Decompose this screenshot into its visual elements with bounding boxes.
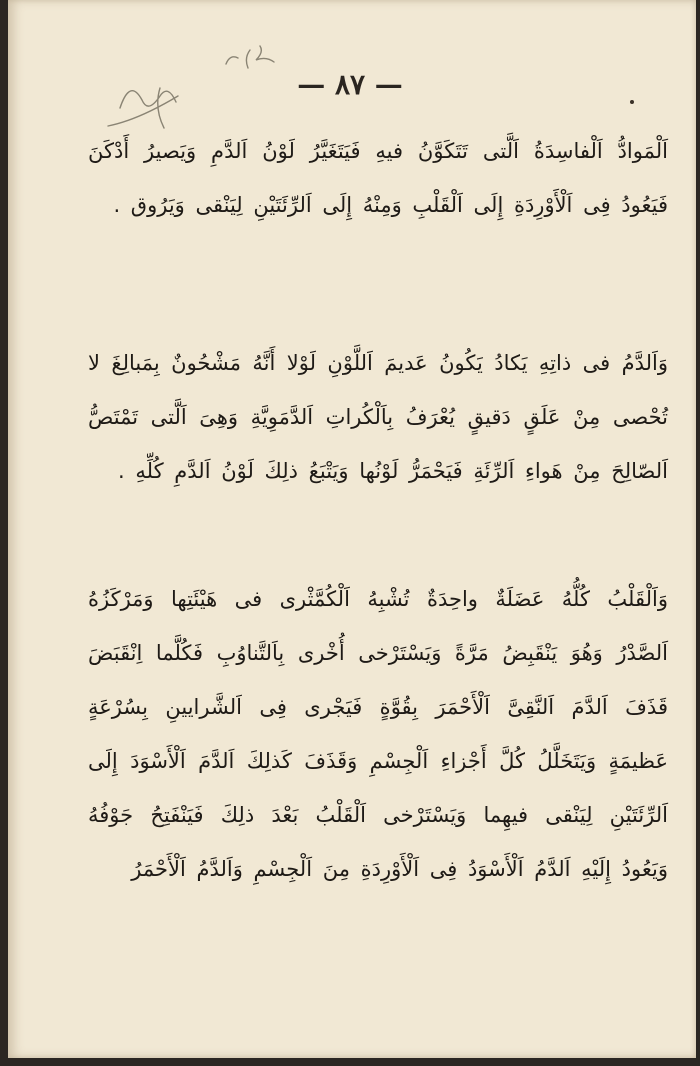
page-number: — ٨٧ — bbox=[297, 68, 403, 101]
ink-dot bbox=[630, 100, 634, 104]
paragraph-3: وَاَلْقَلْبُ كُلُّهُ عَضَلَةٌ واحِدَةٌ تُشْبِهُ اَلْكُمَّثْرى فى هَيْئَتِها وَمَرْكَزُهُ اَلصَّدْرُ وَهُوَ يَنْقَبِضُ مَرَّةً وَيَسْتَرْخى أُخْرى بِاَلتَّناوُبِ فَكُلَّما اِنْقَبَضَ قَذَفَ اَلدَّمَ اَلنَّقِىَّ اَلْأَحْمَرَ بِقُوَّةٍ فَيَجْرى فِى اَلشَّرايينِ بِسُرْعَةٍ عَظيمَةٍ وَيَتَخَلَّلُ كُلَّ أَجْزاءِ اَلْجِسْمِ وَقَذَفَ كَذلِكَ اَلدَّمَ اَلْأَسْوَدَ إِلَى اَلرِّئَتَيْنِ لِيَنْقى فيهِما وَيَسْتَرْخى اَلْقَلْبُ بَعْدَ ذلِكَ فَيَنْفَتِحُ جَوْفُهُ وَيَعُودُ إِلَيْهِ اَلدَّمُ اَلْأَسْوَدُ فِى اَلْأَوْرِدَةِ مِنَ اَلْجِسْمِ وَاَلدَّمُ اَلْأَحْمَرُ bbox=[88, 587, 668, 881]
paragraph-2: وَاَلدَّمُ فى ذاتِهِ يَكادُ يَكُونُ عَديمَ اَللَّوْنِ لَوْلا أَنَّهُ مَشْحُونٌ بِمَبالِغَ لا تُحْصى مِنْ عَلَقٍ دَقيقٍ يُعْرَفُ بِاَلْكُراتِ اَلدَّمَوِيَّةِ وَهِىَ اَلَّتى تَمْتَصُّ اَلصّالِحَ مِنْ هَواءِ اَلرِّئَةِ فَيَحْمَرُّ لَوْنُها وَيَتْبَعُ ذلِكَ لَوْنُ اَلدَّمِ كُلِّهِ . bbox=[88, 351, 668, 483]
paragraph-1: اَلْمَوادُّ اَلْفاسِدَةُ اَلَّتى تَتَكَوَّنُ فيهِ فَيَتَغَيَّرُ لَوْنُ اَلدَّمِ وَيَصيرُ أَدْكَنَ فَيَعُودُ فِى اَلْأَوْرِدَةِ إِلَى اَلْقَلْبِ وَمِنْهُ إِلَى اَلرِّئَتَيْنِ لِيَنْقى وَيَرُوق . bbox=[88, 139, 668, 217]
